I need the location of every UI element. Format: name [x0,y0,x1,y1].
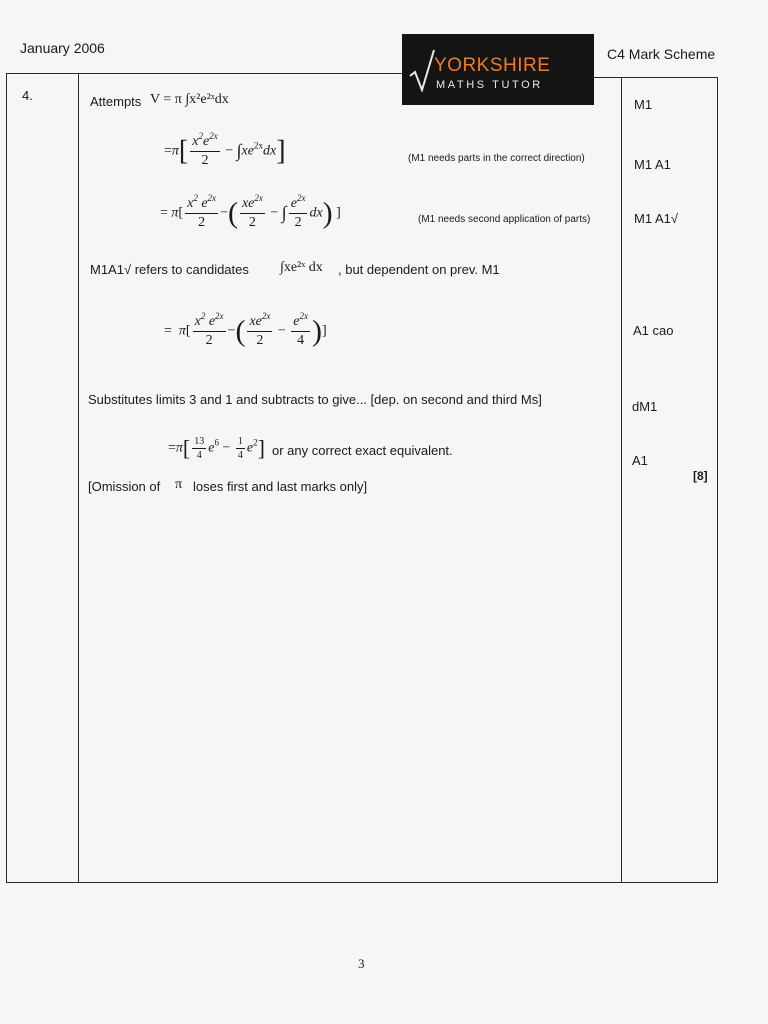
mark-m1: M1 [634,97,653,112]
mark-a1-cao: A1 cao [633,323,674,338]
square-root-icon [408,48,436,92]
parts-second-step: = π[ $\frac{x^2 e^{2x}}{2}$ −( $\frac{xe^{2x}}{2}$ − ∫ $\frac{e^{2x}}{2}$ dx) ] [160,193,341,230]
note-parts-direction: (M1 needs parts in the correct direction) [408,153,585,164]
mark-dm1: dM1 [632,399,658,414]
omission-prefix: [Omission of [88,479,161,494]
omission-pi: π [175,477,183,492]
mark-a1: A1 [632,453,648,468]
table-column-rule-2 [621,77,622,883]
substitutes-limits-text: Substitutes limits 3 and 1 and subtracts to give... [dep. on second and third Ms] [88,392,542,407]
table-column-rule-1 [78,73,79,883]
question-number: 4. [22,88,33,103]
omission-suffix: loses first and last marks only] [193,479,368,494]
header-paper-title: C4 Mark Scheme [607,46,716,62]
table-bottom-rule [6,882,718,883]
table-left-rule [6,73,7,883]
note-second-parts: (M1 needs second application of parts) [418,214,591,225]
equivalent-text: or any correct exact equivalent. [272,443,453,458]
logo-line-1: YORKSHIRE [434,55,551,76]
table-top-rule-left [6,73,402,74]
mark-m1-a1-follow-through: M1 A1√ [634,211,678,226]
header-date: January 2006 [20,40,105,56]
mark-m1-a1: M1 A1 [634,157,671,172]
logo-line-2: MATHS TUTOR [436,79,543,91]
mark-total: [8] [693,469,708,483]
m1a1-prefix: M1A1√ refers to candidates [90,262,249,277]
integrated-result: = π[ $\frac{x^2 e^{2x}}{2}$ −( $\frac{xe^{2x}}{2}$ − $\frac{e^{2x}}{4}$ )] [164,311,327,348]
attempts-formula: V = π ∫x²e²ˣdx [150,92,229,107]
m1a1-integral: ∫xe²ˣ dx [280,260,323,275]
parts-first-step: =π[ $\frac{x^2e^{2x}}{2}$ − $\int xe^{2x}dx$] [164,131,286,168]
table-right-rule [717,77,718,883]
page-number: 3 [358,956,365,971]
yorkshire-maths-tutor-logo [402,34,594,105]
attempts-label: Attempts [90,94,142,109]
final-answer: =π[ $\frac{13}{4}$ $e^6$ − $\frac{1}{4}$ $e^2$] [168,435,265,461]
table-top-rule-right [594,77,718,78]
m1a1-suffix: , but dependent on prev. M1 [338,262,500,277]
